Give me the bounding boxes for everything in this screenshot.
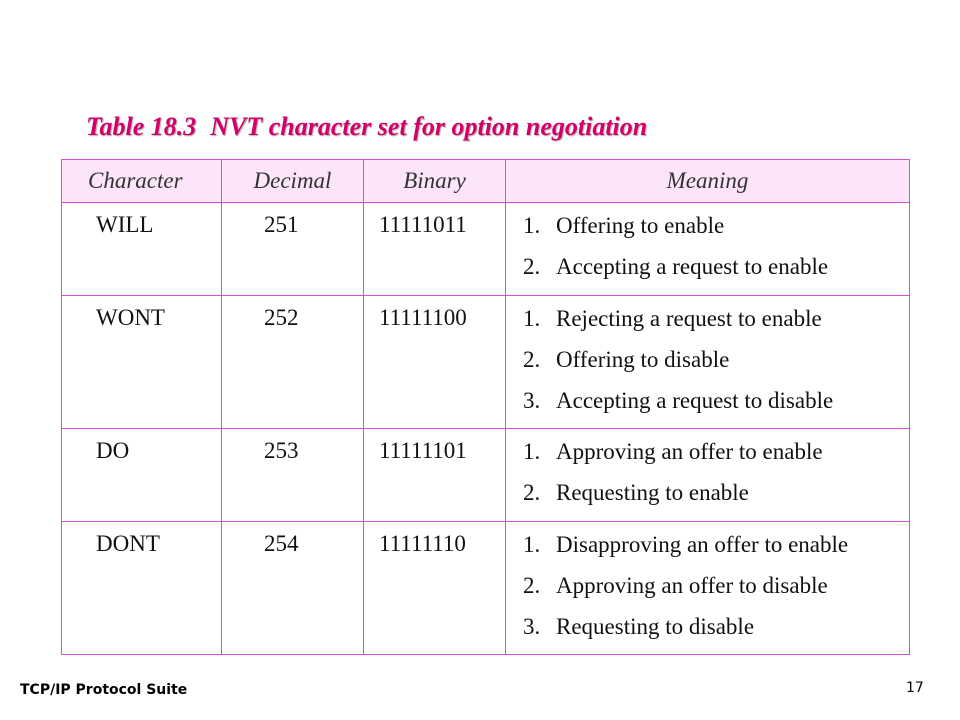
table-row <box>62 296 910 429</box>
header-meaning: Meaning <box>506 160 910 203</box>
page-number: 17 <box>906 680 924 696</box>
cell-meaning <box>506 203 910 296</box>
meaning-item: 1. Approving an offer to enable <box>523 439 823 464</box>
cell-meaning <box>506 429 910 522</box>
cell-meaning <box>506 522 910 655</box>
cell-binary: 11111110 <box>364 522 506 655</box>
table-caption: NVT character set for option negotiation <box>210 112 648 141</box>
meaning-item: 1. Offering to enable <box>523 213 725 238</box>
table-number: Table 18.3 <box>86 112 197 141</box>
cell-character: DO <box>62 429 222 522</box>
header-decimal: Decimal <box>222 160 364 203</box>
cell-decimal: 253 <box>222 429 364 522</box>
meaning-item: 3. Accepting a request to disable <box>523 388 834 413</box>
cell-decimal: 251 <box>222 203 364 296</box>
meaning-item: 3. Requesting to disable <box>523 614 755 639</box>
meaning-item: 2. Accepting a request to enable <box>523 254 829 279</box>
table-row <box>62 203 910 296</box>
header-binary: Binary <box>364 160 506 203</box>
nvt-option-table <box>61 159 910 655</box>
cell-decimal: 254 <box>222 522 364 655</box>
table-header-row <box>62 160 910 203</box>
cell-character: WILL <box>62 203 222 296</box>
header-character: Character <box>62 160 222 203</box>
cell-meaning <box>506 296 910 429</box>
meaning-item: 1. Disapproving an offer to enable <box>523 532 849 557</box>
meaning-item: 1. Rejecting a request to enable <box>523 306 822 331</box>
table-row <box>62 522 910 655</box>
table-row <box>62 429 910 522</box>
footer-course-title: TCP/IP Protocol Suite <box>20 682 188 698</box>
meaning-item: 2. Requesting to enable <box>523 480 749 505</box>
cell-character: DONT <box>62 522 222 655</box>
meaning-item: 2. Approving an offer to disable <box>523 573 828 598</box>
cell-decimal: 252 <box>222 296 364 429</box>
cell-binary: 11111101 <box>364 429 506 522</box>
cell-binary: 11111100 <box>364 296 506 429</box>
table-title <box>86 112 647 142</box>
meaning-item: 2. Offering to disable <box>523 347 730 372</box>
cell-character: WONT <box>62 296 222 429</box>
cell-binary: 11111011 <box>364 203 506 296</box>
